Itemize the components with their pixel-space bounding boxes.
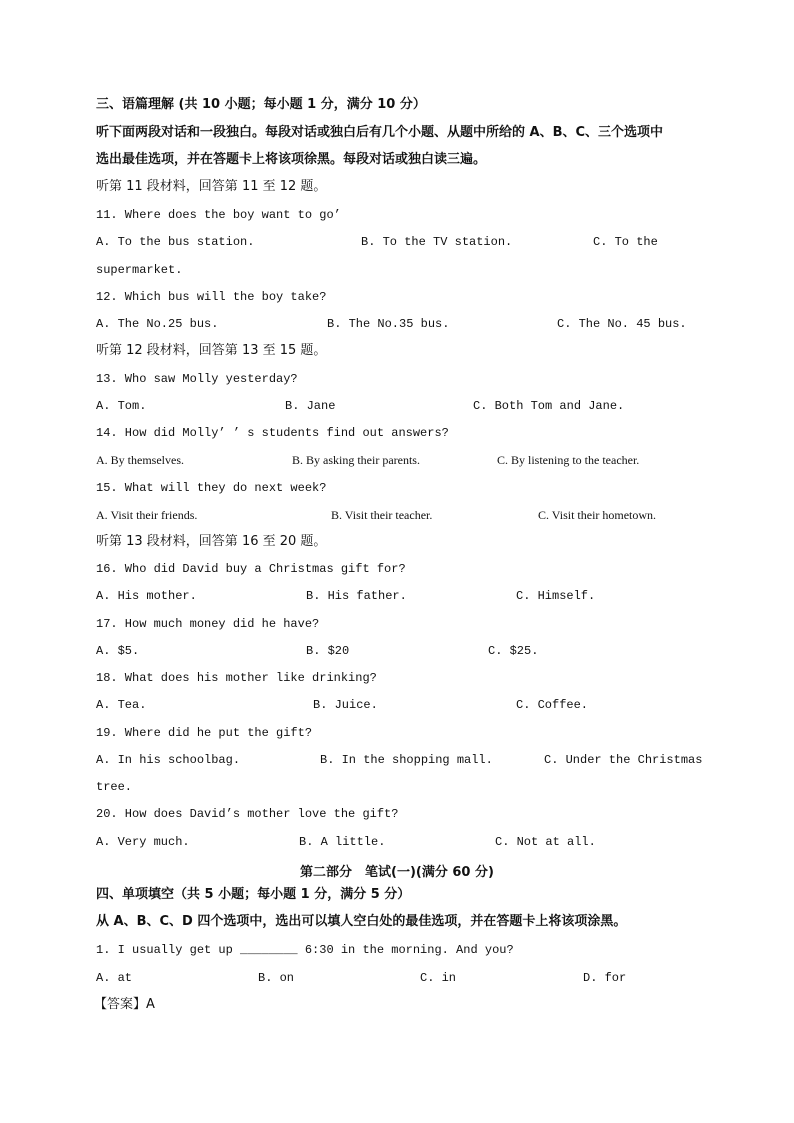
section3-instruction-line2: 选出最佳选项，并在答题卡上将该项徐黑。每段对话或独白读三遍。: [96, 152, 487, 167]
section4-title: 四、单项填空（共 5 小题；每小题 1 分，满分 5 分）: [96, 887, 411, 902]
question-16-option-a: A. His mother.: [96, 589, 197, 603]
question-15-option-b: B. Visit their teacher.: [331, 508, 433, 522]
question-12: 12. Which bus will the boy take?: [96, 290, 327, 304]
question-17: 17. How much money did he have?: [96, 617, 320, 631]
question-14-option-b: B. By asking their parents.: [292, 453, 420, 467]
question-11-option-c-continued: supermarket.: [96, 263, 183, 277]
question-19-option-b: B. In the shopping mall.: [320, 753, 493, 767]
question-18-option-a: A. Tea.: [96, 698, 147, 712]
question-17-option-a: A. $5.: [96, 644, 140, 658]
question-19-option-c: C. Under the Christmas: [544, 753, 703, 767]
question-15-option-a: A. Visit their friends.: [96, 508, 198, 522]
answer-label: 【答案】A: [94, 997, 155, 1012]
section4-question-1-option-b: B. on: [258, 971, 295, 985]
part2-title: 第二部分 笔试(一)(满分 60 分): [300, 865, 494, 880]
section4-instruction: 从 A、B、C、D 四个选项中，选出可以填人空白处的最佳选项，并在答题卡上将该项涂黑。: [96, 914, 627, 929]
section4-question-1-option-a: A. at: [96, 971, 133, 985]
question-12-option-b: B. The No.35 bus.: [327, 317, 450, 331]
question-20-option-b: B. A little.: [299, 835, 386, 849]
question-13-option-a: A. Tom.: [96, 399, 147, 413]
question-13: 13. Who saw Molly yesterday?: [96, 372, 298, 386]
question-14-option-c: C. By listening to the teacher.: [497, 453, 640, 467]
question-18-option-b: B. Juice.: [313, 698, 378, 712]
question-16-option-b: B. His father.: [306, 589, 407, 603]
question-13-option-c: C. Both Tom and Jane.: [473, 399, 625, 413]
question-20-option-c: C. Not at all.: [495, 835, 596, 849]
question-17-option-c: C. $25.: [488, 644, 539, 658]
question-16-option-c: C. Himself.: [516, 589, 596, 603]
question-19: 19. Where did he put the gift?: [96, 726, 313, 740]
section4-question-1: 1. I usually get up ________ 6:30 in the morning. And you?: [96, 943, 514, 957]
question-18-option-c: C. Coffee.: [516, 698, 589, 712]
material-12-heading: 听第 12 段材料，回答第 13 至 15 题。: [96, 343, 327, 358]
question-13-option-b: B. Jane: [285, 399, 336, 413]
question-20: 20. How does David’s mother love the gift?: [96, 807, 399, 821]
section4-question-1-option-c: C. in: [420, 971, 457, 985]
question-15-option-c: C. Visit their hometown.: [538, 508, 657, 522]
question-16: 16. Who did David buy a Christmas gift for?: [96, 562, 406, 576]
question-11-option-b: B. To the TV station.: [361, 235, 513, 249]
question-17-option-b: B. $20: [306, 644, 350, 658]
section3-title: 三、语篇理解 (共 10 小题；每小题 1 分，满分 10 分）: [96, 97, 426, 112]
question-11-option-a: A. To the bus station.: [96, 235, 255, 249]
question-19-option-a: A. In his schoolbag.: [96, 753, 241, 767]
question-14: 14. How did Molly’ ’ s students find out answers?: [96, 426, 449, 440]
question-12-option-a: A. The No.25 bus.: [96, 317, 219, 331]
material-13-heading: 听第 13 段材料，回答第 16 至 20 题。: [96, 534, 327, 549]
material-11-heading: 听第 11 段材料，回答第 11 至 12 题。: [96, 179, 327, 194]
question-20-option-a: A. Very much.: [96, 835, 190, 849]
question-11: 11. Where does the boy want to go’: [96, 208, 341, 222]
question-15: 15. What will they do next week?: [96, 481, 327, 495]
question-18: 18. What does his mother like drinking?: [96, 671, 377, 685]
question-19-option-c-continued: tree.: [96, 780, 133, 794]
question-12-option-c: C. The No. 45 bus.: [557, 317, 687, 331]
question-11-option-c: C. To the: [593, 235, 658, 249]
section3-instruction-line1: 听下面两段对话和一段独白。每段对话或独白后有几个小题、从题中所给的 A、B、C、三个选项中: [96, 125, 664, 140]
section4-question-1-option-d: D. for: [583, 971, 627, 985]
question-14-option-a: A. By themselves.: [96, 453, 184, 467]
